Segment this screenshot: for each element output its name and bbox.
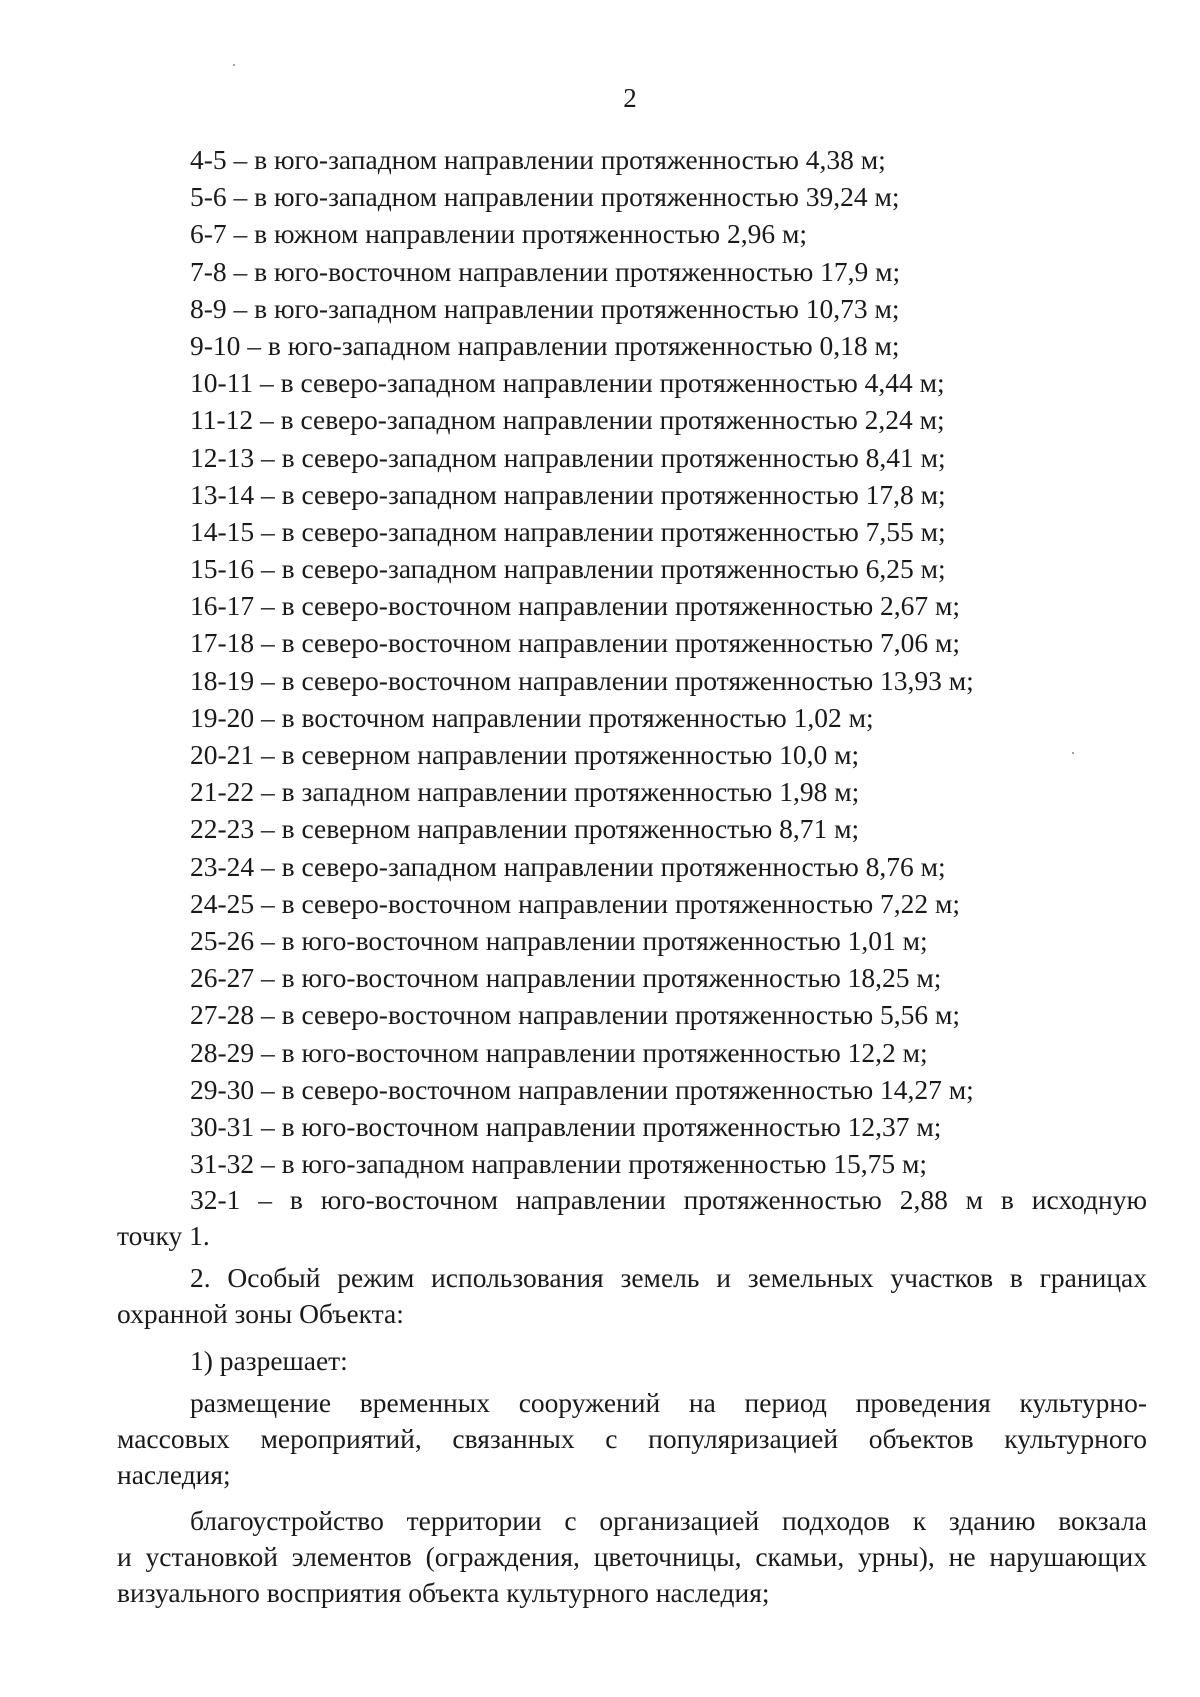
list-item: 5-6 – в юго-западном направлении протяженностью 39,24 м; xyxy=(190,181,900,213)
final-segment-line: 32-1 – в юго-восточном направлении протяженностью 2,88 м в исходную xyxy=(190,1184,1147,1215)
list-item: 4-5 – в юго-западном направлении протяженностью 4,38 м; xyxy=(190,144,886,175)
section-2-heading xyxy=(117,1260,1147,1332)
list-item: 22-23 – в северном направлении протяженностью 8,71 м; xyxy=(190,813,860,845)
final-segment-continuation: точку 1. xyxy=(117,1220,210,1251)
list-item: 29-30 – в северо-восточном направлении протяженностью 14,27 м; xyxy=(190,1073,974,1105)
section-2-line: 2. Особый режим использования земель и земельных участков в границах xyxy=(190,1262,1147,1293)
list-item: 14-15 – в северо-западном направлении протяженностью 7,55 м; xyxy=(190,515,946,547)
list-item: 6-7 – в южном направлении протяженностью 2,96 м; xyxy=(190,218,808,250)
list-item: 23-24 – в северо-западном направлении протяженностью 8,76 м; xyxy=(190,850,946,882)
list-item: 12-13 – в северо-западном направлении протяженностью 8,41 м; xyxy=(190,441,946,473)
paragraph-events xyxy=(117,1385,1147,1493)
item-1-heading xyxy=(117,1343,1147,1379)
scan-speck xyxy=(1072,752,1074,754)
list-item: 19-20 – в восточном направлении протяженностью 1,02 м; xyxy=(190,701,874,733)
boundary-segments-list xyxy=(190,141,974,1182)
list-item: 24-25 – в северо-восточном направлении протяженностью 7,22 м; xyxy=(190,887,961,919)
list-item: 25-26 – в юго-восточном направлении протяженностью 1,01 м; xyxy=(190,924,928,956)
list-item: 16-17 – в северо-восточном направлении протяженностью 2,67 м; xyxy=(190,590,961,622)
paragraph-events-line: наследия; xyxy=(117,1459,231,1490)
list-item: 8-9 – в юго-западном направлении протяженностью 10,73 м; xyxy=(190,292,900,324)
list-item: 20-21 – в северном направлении протяженностью 10,0 м; xyxy=(190,739,860,770)
list-item: 13-14 – в северо-западном направлении протяженностью 17,8 м; xyxy=(190,478,946,510)
list-item: 7-8 – в юго-восточном направлении протяженностью 17,9 м; xyxy=(190,255,901,287)
list-item: 21-22 – в западном направлении протяженностью 1,98 м; xyxy=(190,776,860,808)
list-item: 18-19 – в северо-восточном направлении протяженностью 13,93 м; xyxy=(190,664,974,696)
paragraph-landscaping xyxy=(117,1503,1147,1611)
list-item: 27-28 – в северо-восточном направлении протяженностью 5,56 м; xyxy=(190,999,961,1031)
list-item: 31-32 – в юго-западном направлении протяженностью 15,75 м; xyxy=(190,1148,928,1180)
paragraph-events-line: размещение временных сооружений на период проведения культурно- xyxy=(190,1387,1147,1418)
list-item: 9-10 – в юго-западном направлении протяженностью 0,18 м; xyxy=(190,329,900,361)
scan-speck xyxy=(233,64,235,66)
paragraph-landscaping-line: визуального восприятия объекта культурного наследия; xyxy=(117,1577,770,1608)
page-number: 2 xyxy=(623,83,637,113)
list-item: 30-31 – в юго-восточном направлении протяженностью 12,37 м; xyxy=(190,1110,942,1142)
paragraph-landscaping-line: и установкой элементов (ограждения, цветочницы, скамьи, урны), не нарушающих xyxy=(117,1541,1147,1572)
paragraph-landscaping-line: благоустройство территории с организацией подходов к зданию вокзала xyxy=(190,1505,1147,1536)
final-segment-paragraph xyxy=(117,1182,1147,1254)
list-item: 26-27 – в юго-восточном направлении протяженностью 18,25 м; xyxy=(190,962,942,994)
list-item: 28-29 – в юго-восточном направлении протяженностью 12,2 м; xyxy=(190,1036,928,1068)
list-item: 11-12 – в северо-западном направлении протяженностью 2,24 м; xyxy=(190,404,945,436)
item-1-label: 1) разрешает: xyxy=(190,1345,348,1376)
list-item: 15-16 – в северо-западном направлении протяженностью 6,25 м; xyxy=(190,553,946,585)
section-2-continuation: охранной зоны Объекта: xyxy=(117,1298,404,1329)
list-item: 10-11 – в северо-западном направлении протяженностью 4,44 м; xyxy=(190,367,945,399)
list-item: 17-18 – в северо-восточном направлении протяженностью 7,06 м; xyxy=(190,627,961,659)
paragraph-events-line: массовых мероприятий, связанных с популяризацией объектов культурного xyxy=(117,1423,1147,1454)
